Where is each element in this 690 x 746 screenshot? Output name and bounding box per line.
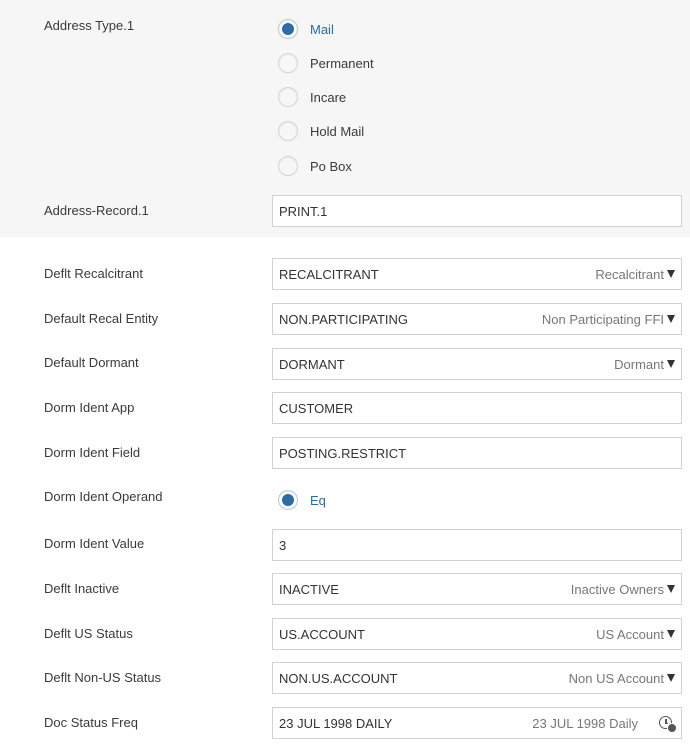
deflt-non-us-status-select[interactable] (272, 662, 682, 694)
field-value: 3 (279, 537, 287, 553)
dropdown-caret-icon[interactable] (667, 315, 675, 323)
default-dormant-select[interactable] (272, 348, 682, 380)
dropdown-caret-icon[interactable] (667, 270, 675, 278)
dorm-ident-value-label: Dorm Ident Value (44, 536, 145, 551)
field-enrichment: Non US Account (568, 670, 664, 686)
field-enrichment: US Account (596, 626, 664, 642)
field-value: CUSTOMER (279, 400, 354, 416)
default-dormant-label: Default Dormant (44, 355, 139, 370)
deflt-us-status-label: Deflt US Status (44, 626, 133, 641)
field-value: US.ACCOUNT (279, 626, 365, 642)
field-value: RECALCITRANT (279, 266, 379, 282)
field-enrichment: Inactive Owners (570, 581, 664, 597)
radio-option-eq[interactable] (278, 488, 326, 512)
radio-label[interactable]: Hold Mail (310, 123, 365, 139)
dropdown-caret-icon[interactable] (667, 360, 675, 368)
radio-label[interactable]: Mail (310, 21, 334, 37)
radio-dot (282, 23, 294, 35)
radio-dot (282, 494, 294, 506)
field-value: DORMANT (279, 356, 345, 372)
deflt-inactive-label: Deflt Inactive (44, 581, 120, 596)
field-value: NON.PARTICIPATING (279, 311, 409, 327)
radio-button[interactable] (278, 87, 298, 107)
dorm-ident-app-input[interactable] (272, 392, 682, 424)
radio-button[interactable] (278, 156, 298, 176)
field-value: POSTING.RESTRICT (279, 445, 407, 461)
doc-status-freq-input[interactable] (272, 707, 682, 739)
radio-button-checked[interactable] (278, 490, 298, 510)
radio-button[interactable] (278, 121, 298, 141)
field-value: PRINT.1 (279, 203, 328, 219)
field-enrichment: Dormant (614, 356, 664, 372)
deflt-non-us-status-label: Deflt Non-US Status (44, 670, 162, 685)
field-value: NON.US.ACCOUNT (279, 670, 398, 686)
dropdown-caret-icon[interactable] (667, 674, 675, 682)
deflt-recalcitrant-select[interactable] (272, 258, 682, 290)
field-enrichment: 23 JUL 1998 Daily (532, 715, 638, 731)
radio-option-permanent[interactable] (278, 51, 374, 75)
doc-status-freq-label: Doc Status Freq (44, 715, 138, 730)
address-record-input[interactable] (272, 195, 682, 227)
address-record-label: Address-Record.1 (44, 203, 149, 218)
radio-option-hold-mail[interactable] (278, 119, 364, 143)
field-value: 23 JUL 1998 DAILY (279, 715, 393, 731)
clock-badge (667, 723, 677, 733)
dorm-ident-operand-label: Dorm Ident Operand (44, 489, 163, 504)
radio-option-po-box[interactable] (278, 154, 352, 178)
frequency-clock-icon[interactable] (659, 715, 675, 731)
radio-option-incare[interactable] (278, 85, 346, 109)
address-type-label: Address Type.1 (44, 18, 135, 33)
radio-label[interactable]: Permanent (310, 55, 374, 71)
default-recal-entity-label: Default Recal Entity (44, 311, 159, 326)
radio-label[interactable]: Eq (310, 492, 326, 508)
field-enrichment: Recalcitrant (595, 266, 664, 282)
radio-label[interactable]: Incare (310, 89, 347, 105)
dorm-ident-field-input[interactable] (272, 437, 682, 469)
dorm-ident-value-input[interactable] (272, 529, 682, 561)
dropdown-caret-icon[interactable] (667, 630, 675, 638)
field-value: INACTIVE (279, 581, 339, 597)
field-enrichment: Non Participating FFI (541, 311, 664, 327)
dropdown-caret-icon[interactable] (667, 585, 675, 593)
deflt-inactive-select[interactable] (272, 573, 682, 605)
deflt-us-status-select[interactable] (272, 618, 682, 650)
dorm-ident-field-label: Dorm Ident Field (44, 445, 141, 460)
radio-button[interactable] (278, 53, 298, 73)
radio-button-checked[interactable] (278, 19, 298, 39)
dorm-ident-app-label: Dorm Ident App (44, 400, 135, 415)
radio-label[interactable]: Po Box (310, 158, 352, 174)
deflt-recalcitrant-label: Deflt Recalcitrant (44, 266, 143, 281)
default-recal-entity-select[interactable] (272, 303, 682, 335)
radio-option-mail[interactable] (278, 17, 334, 41)
